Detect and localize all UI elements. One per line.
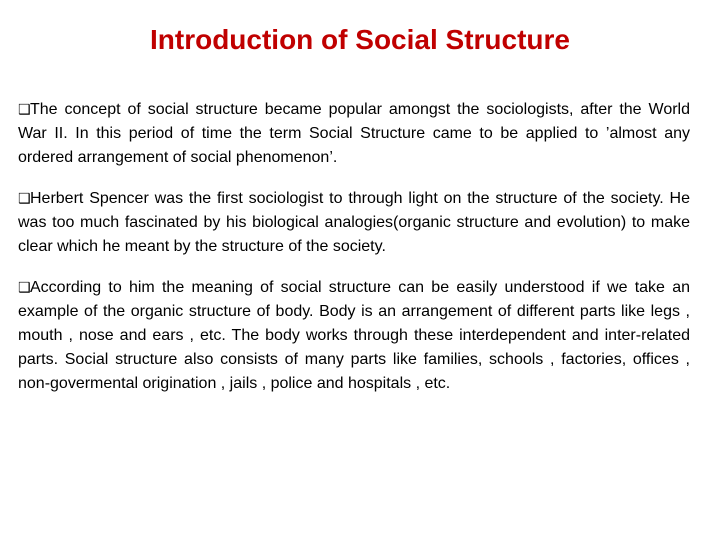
bullet-text: According to him the meaning of social structure can be easily understood if we take an example of the organic structure of body. Body is an arrangement of different parts like legs , mouth , nose and ears , etc. The body works through these interdependent and inter-related parts. Social structure also consists of many parts like families, schools , factories, offices , non-govermental origination , jails , police and hospitals , etc. bbox=[18, 279, 690, 392]
bullet-text: Herbert Spencer was the first sociologist to through light on the structure of the society. He was too much fascinated by his biological analogies(organic structure and evolution) to make clear which he meant by the structure of the society. bbox=[18, 190, 690, 255]
bullet-item bbox=[18, 98, 690, 170]
bullet-item bbox=[18, 276, 690, 396]
checkbox-bullet-icon: ❑ bbox=[18, 191, 31, 207]
slide-title: Introduction of Social Structure bbox=[149, 24, 570, 55]
checkbox-bullet-icon: ❑ bbox=[18, 102, 31, 118]
bullet-text: The concept of social structure became popular amongst the sociologists, after the World War II. In this period of time the term Social Structure came to be applied to ’almost any ordered arrangement of social phenomenon’. bbox=[18, 101, 690, 166]
bullet-item bbox=[18, 187, 690, 259]
bullet-list bbox=[18, 98, 690, 413]
checkbox-bullet-icon: ❑ bbox=[18, 280, 31, 296]
